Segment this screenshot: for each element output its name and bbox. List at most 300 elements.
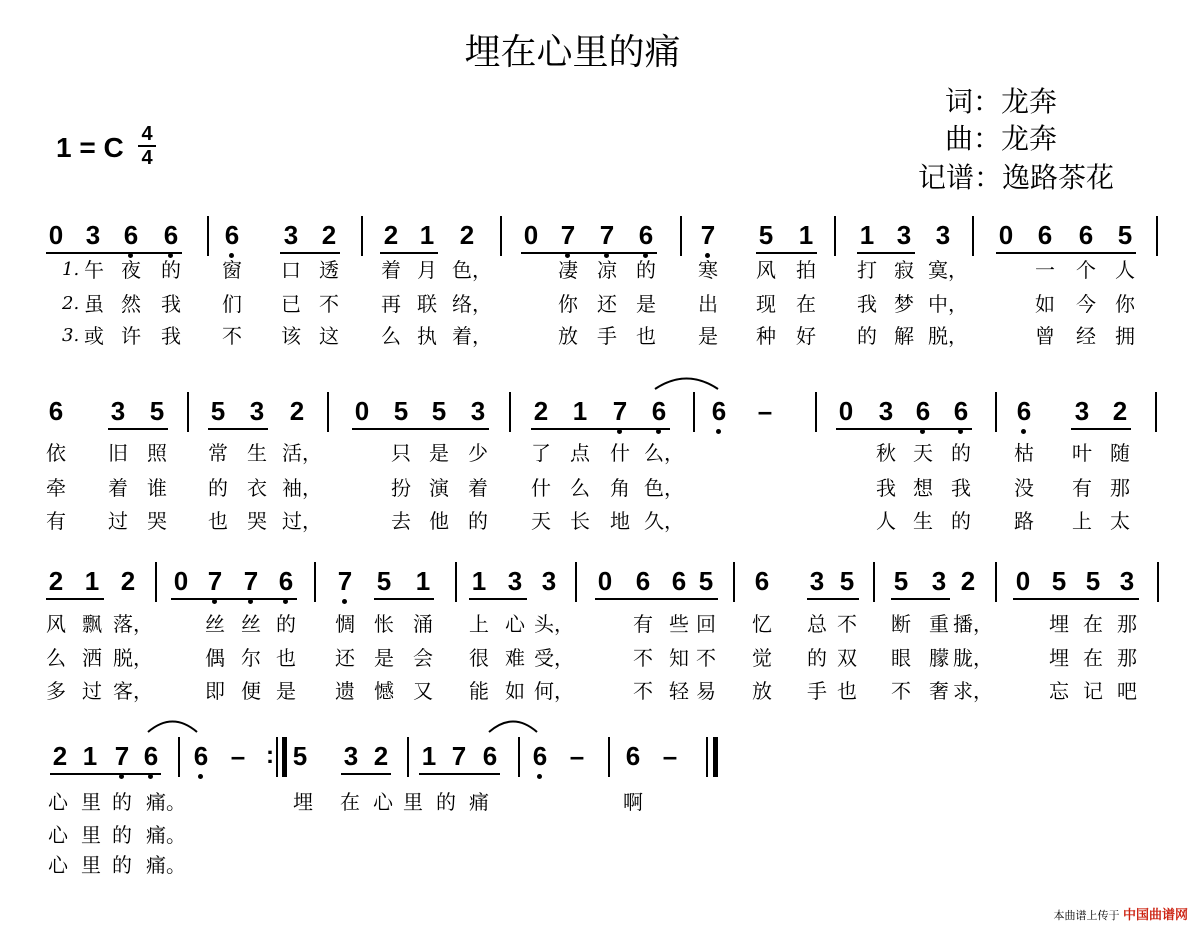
barline: [178, 737, 180, 777]
beam-underline: [996, 252, 1136, 254]
beam-underline: [891, 598, 950, 600]
lyric-syllable: 拥: [1115, 324, 1135, 348]
lyric-syllable: 么: [46, 646, 66, 670]
note: 1: [798, 220, 814, 250]
barline: [1157, 562, 1159, 602]
note: 0: [597, 566, 613, 596]
lyric-syllable: 重: [929, 612, 949, 636]
lyric-syllable: 埋: [1049, 612, 1069, 636]
lyric-syllable: 么: [381, 324, 401, 348]
key-signature: 1 = C: [56, 132, 124, 163]
lyric-syllable: 凉: [597, 258, 617, 282]
barline: [608, 737, 610, 777]
lyric-syllable: 有: [633, 612, 653, 636]
lyric-syllable: 经: [1076, 324, 1096, 348]
lyric-syllable: 天: [531, 509, 551, 533]
lyric-syllable: 秋: [876, 441, 896, 465]
lyric-syllable: 在: [1083, 612, 1103, 636]
lyric-syllable: 已: [281, 292, 301, 316]
lyric-syllable: 遗: [335, 679, 355, 703]
note: 2: [321, 220, 337, 250]
lyric-syllable: 生: [913, 509, 933, 533]
note: 6: [1037, 220, 1053, 250]
note: 7: [111, 741, 133, 771]
note: 1: [859, 220, 875, 250]
lyric-syllable: 求，: [953, 679, 993, 703]
repeat-barline: [276, 737, 278, 777]
note: 6: [1013, 396, 1035, 426]
barline: [327, 392, 329, 432]
note: 7: [697, 220, 719, 250]
lyric-syllable: 偶: [205, 646, 225, 670]
lyric-syllable: 不: [222, 324, 242, 348]
time-signature: [136, 124, 158, 168]
note: 2: [48, 566, 64, 596]
lyric-syllable: 过，: [282, 509, 322, 533]
lyric-syllable: 的: [636, 258, 656, 282]
note: 2: [120, 566, 136, 596]
note: 6: [648, 396, 670, 426]
lyric-syllable: 角: [610, 476, 630, 500]
beam-underline: [108, 428, 168, 430]
lyric-syllable: 脱，: [113, 646, 153, 670]
beam-underline: [380, 252, 438, 254]
note: 0: [173, 566, 189, 596]
note: 3: [1074, 396, 1090, 426]
time-signature-bottom: 4: [141, 147, 153, 169]
note: 7: [204, 566, 226, 596]
lyric-syllable: 如: [1035, 292, 1055, 316]
lyric-syllable: 不: [633, 679, 653, 703]
lyric-syllable: 里: [81, 853, 101, 877]
lyric-syllable: 叶: [1072, 441, 1092, 465]
lyric-syllable: 胧，: [953, 646, 993, 670]
lyric-syllable: 我: [951, 476, 971, 500]
final-barline: [706, 737, 708, 777]
lyric-syllable: 的: [161, 258, 181, 282]
lyric-syllable: 不: [633, 646, 653, 670]
lyric-syllable: 些: [669, 612, 689, 636]
lyric-syllable: 便: [241, 679, 261, 703]
note: –: [757, 396, 773, 426]
note: 3: [878, 396, 894, 426]
lyric-syllable: 不: [696, 646, 716, 670]
upload-footer: [1053, 904, 1188, 923]
lyric-syllable: 的: [807, 646, 827, 670]
lyric-syllable: 在: [1083, 646, 1103, 670]
lyric-syllable: 今: [1076, 292, 1096, 316]
note: 2: [373, 741, 389, 771]
beam-underline: [280, 252, 340, 254]
note: 5: [758, 220, 774, 250]
lyric-syllable: 洒: [82, 646, 102, 670]
note: 1: [572, 396, 588, 426]
lyric-syllable: 心: [48, 823, 68, 847]
lyric-syllable: 也: [276, 646, 296, 670]
lyric-syllable: 我: [857, 292, 877, 316]
lyric-syllable: 头，: [534, 612, 574, 636]
lyric-syllable: 如: [505, 679, 525, 703]
note: 2: [289, 396, 305, 426]
note: 6: [120, 220, 142, 250]
barline: [509, 392, 511, 432]
barline: [1156, 216, 1158, 256]
beam-underline: [341, 773, 391, 775]
lyric-syllable: 我: [161, 292, 181, 316]
lyric-syllable: 也: [208, 509, 228, 533]
lyric-syllable: 谁: [147, 476, 167, 500]
lyric-syllable: 少: [468, 441, 488, 465]
lyric-syllable: 好: [796, 324, 816, 348]
beam-underline: [419, 773, 500, 775]
lyric-syllable: 我: [876, 476, 896, 500]
lyric-syllable: 吧: [1117, 679, 1137, 703]
note: 0: [1015, 566, 1031, 596]
beam-underline: [171, 598, 297, 600]
note: 5: [292, 741, 308, 771]
lyric-syllable: 不: [891, 679, 911, 703]
note: 1: [82, 741, 98, 771]
lyric-syllable: 什: [531, 476, 551, 500]
lyric-syllable: 打: [857, 258, 877, 282]
lyric-syllable: 什: [610, 441, 630, 465]
note: 3: [809, 566, 825, 596]
lyric-syllable: 长: [570, 509, 590, 533]
note: –: [569, 741, 585, 771]
lyric-syllable: 人: [1115, 258, 1135, 282]
lyric-syllable: 放: [558, 324, 578, 348]
barline: [455, 562, 457, 602]
lyric-syllable: 风: [756, 258, 776, 282]
note: 0: [48, 220, 64, 250]
note: 6: [275, 566, 297, 596]
lyric-syllable: 天: [913, 441, 933, 465]
lyric-syllable: 里: [81, 823, 101, 847]
lyric-syllable: 窗: [222, 258, 242, 282]
lyric-syllable: 么，: [644, 441, 684, 465]
note: 5: [210, 396, 226, 426]
song-title: 埋在心里的痛: [464, 32, 681, 73]
note: 5: [1085, 566, 1101, 596]
note: 0: [838, 396, 854, 426]
beam-underline: [208, 428, 268, 430]
lyric-syllable: 心: [48, 853, 68, 877]
lyric-syllable: 是: [276, 679, 296, 703]
lyric-syllable: 也: [837, 679, 857, 703]
note: 3: [507, 566, 523, 596]
lyric-syllable: 扮: [391, 476, 411, 500]
lyric-syllable: 寞，: [928, 258, 968, 282]
lyric-syllable: 断: [891, 612, 911, 636]
lyric-syllable: 难: [505, 646, 525, 670]
note: 6: [1078, 220, 1094, 250]
note: 7: [240, 566, 262, 596]
note: 0: [354, 396, 370, 426]
lyric-syllable: 里: [81, 790, 101, 814]
beam-underline: [1013, 598, 1139, 600]
barline: [1155, 392, 1157, 432]
lyric-syllable: 客，: [113, 679, 153, 703]
note: 5: [376, 566, 392, 596]
note: 6: [708, 396, 730, 426]
footer-text: 本曲谱上传于: [1053, 909, 1120, 922]
lyric-syllable: 现: [756, 292, 776, 316]
lyric-syllable: 的: [208, 476, 228, 500]
tie-slur: [654, 376, 719, 390]
note: 5: [1117, 220, 1133, 250]
lyric-syllable: 埋: [1049, 646, 1069, 670]
note: 7: [609, 396, 631, 426]
lyric-syllable: 然: [121, 292, 141, 316]
note: 2: [533, 396, 549, 426]
lyric-syllable: 再: [381, 292, 401, 316]
note: 6: [140, 741, 162, 771]
lyric-syllable: 心: [505, 612, 525, 636]
lyric-syllable: 旧: [108, 441, 128, 465]
note: 5: [393, 396, 409, 426]
lyric-syllable: 朦: [929, 646, 949, 670]
note: 6: [190, 741, 212, 771]
lyric-syllable: 有: [1072, 476, 1092, 500]
lyric-syllable: 月: [417, 258, 437, 282]
lyric-syllable: 风: [46, 612, 66, 636]
lyric-syllable: 里: [403, 790, 423, 814]
lyric-syllable: 透: [319, 258, 339, 282]
lyric-syllable: 痛。: [146, 853, 186, 877]
lyric-syllable: 的: [112, 823, 132, 847]
lyric-syllable: 没: [1014, 476, 1034, 500]
lyric-syllable: 凄: [558, 258, 578, 282]
lyric-syllable: 的: [276, 612, 296, 636]
lyric-syllable: 地: [610, 509, 630, 533]
lyric-syllable: 很: [469, 646, 489, 670]
beam-underline: [807, 598, 859, 600]
lyric-syllable: 哭: [147, 509, 167, 533]
lyric-syllable: 丝: [241, 612, 261, 636]
lyric-syllable: 怅: [374, 612, 394, 636]
note: 2: [960, 566, 976, 596]
lyric-syllable: 是: [429, 441, 449, 465]
lyric-syllable: 记: [1083, 679, 1103, 703]
note: 0: [523, 220, 539, 250]
note: 3: [541, 566, 557, 596]
lyric-syllable: 你: [1115, 292, 1135, 316]
note: 1: [84, 566, 100, 596]
barline: [995, 562, 997, 602]
lyric-syllable: 演: [429, 476, 449, 500]
note: 7: [596, 220, 618, 250]
note: 7: [557, 220, 579, 250]
site-logo: 中国曲谱网: [1122, 908, 1188, 923]
note: 3: [896, 220, 912, 250]
lyric-syllable: 受，: [534, 646, 574, 670]
lyric-syllable: 憾: [374, 679, 394, 703]
lyric-syllable: 放: [752, 679, 772, 703]
note: 6: [160, 220, 182, 250]
lyric-syllable: 夜: [121, 258, 141, 282]
barline: [207, 216, 209, 256]
transcriber-credit: 记谱：逸路茶花: [918, 161, 1115, 194]
lyric-syllable: 的: [951, 441, 971, 465]
lyric-syllable: 还: [597, 292, 617, 316]
lyric-syllable: 生: [247, 441, 267, 465]
lyric-syllable: 着: [108, 476, 128, 500]
lyric-syllable: 痛: [469, 790, 489, 814]
beam-underline: [50, 773, 161, 775]
lyric-syllable: 惆: [335, 612, 355, 636]
note: 1: [415, 566, 431, 596]
lyric-syllable: 寂: [894, 258, 914, 282]
lyric-syllable: 哭: [247, 509, 267, 533]
lyric-syllable: 是: [374, 646, 394, 670]
beam-underline: [756, 252, 817, 254]
lyric-syllable: 色，: [644, 476, 684, 500]
lyric-syllable: 该: [281, 324, 301, 348]
lyric-syllable: 络，: [452, 292, 492, 316]
beam-underline: [836, 428, 972, 430]
note: 6: [635, 566, 651, 596]
note: 3: [85, 220, 101, 250]
note: 0: [998, 220, 1014, 250]
lyric-syllable: 过: [108, 509, 128, 533]
lyricist-credit: 词：龙奔: [945, 85, 1058, 118]
lyric-syllable: 个: [1076, 258, 1096, 282]
lyric-syllable: 在: [340, 790, 360, 814]
lyric-syllable: 着，: [452, 324, 492, 348]
barline: [155, 562, 157, 602]
lyric-syllable: 或: [84, 324, 104, 348]
note: 6: [635, 220, 657, 250]
beam-underline: [521, 252, 657, 254]
lyric-syllable: 奢: [929, 679, 949, 703]
lyric-syllable: 那: [1117, 612, 1137, 636]
lyric-syllable: 常: [208, 441, 228, 465]
note: 7: [334, 566, 356, 596]
tie-slur: [488, 719, 538, 733]
lyric-syllable: 还: [335, 646, 355, 670]
note: 3: [931, 566, 947, 596]
note: 6: [529, 741, 551, 771]
lyric-syllable: 又: [413, 679, 433, 703]
lyric-syllable: 觉: [752, 646, 772, 670]
lyric-syllable: 色，: [452, 258, 492, 282]
lyric-syllable: 过: [82, 679, 102, 703]
note: 3: [343, 741, 359, 771]
lyric-syllable: 我: [161, 324, 181, 348]
lyric-syllable: 牵: [46, 476, 66, 500]
note: 7: [451, 741, 467, 771]
lyric-syllable: 一: [1035, 258, 1055, 282]
lyric-syllable: 中，: [928, 292, 968, 316]
barline: [500, 216, 502, 256]
barline: [733, 562, 735, 602]
lyric-syllable: 会: [413, 646, 433, 670]
beam-underline: [469, 598, 527, 600]
lyric-syllable: 不: [319, 292, 339, 316]
barline: [680, 216, 682, 256]
lyric-syllable: 你: [558, 292, 578, 316]
note: 6: [950, 396, 972, 426]
barline: [518, 737, 520, 777]
lyric-syllable: 虽: [84, 292, 104, 316]
lyric-syllable: 忆: [752, 612, 772, 636]
lyric-syllable: 脱，: [928, 324, 968, 348]
lyric-syllable: 去: [391, 509, 411, 533]
barline: [834, 216, 836, 256]
note: –: [230, 741, 246, 771]
lyric-syllable: 活，: [282, 441, 322, 465]
lyric-syllable: 心: [373, 790, 393, 814]
lyric-syllable: 在: [796, 292, 816, 316]
lyric-syllable: 枯: [1014, 441, 1034, 465]
lyric-syllable: 曾: [1035, 324, 1055, 348]
lyric-syllable: 点: [570, 441, 590, 465]
lyric-syllable: 那: [1117, 646, 1137, 670]
note: 5: [149, 396, 165, 426]
note: 6: [221, 220, 243, 250]
lyric-syllable: 飘: [82, 612, 102, 636]
lyric-syllable: 他: [429, 509, 449, 533]
lyric-syllable: 能: [469, 679, 489, 703]
lyric-syllable: 这: [319, 324, 339, 348]
lyric-syllable: 眼: [891, 646, 911, 670]
lyric-syllable: 梦: [894, 292, 914, 316]
lyric-syllable: 痛。: [146, 823, 186, 847]
note: 3: [110, 396, 126, 426]
lyric-syllable: 痛。: [146, 790, 186, 814]
lyric-syllable: 依: [46, 441, 66, 465]
lyric-syllable: 想: [913, 476, 933, 500]
barline: [361, 216, 363, 256]
lyric-syllable: 手: [597, 324, 617, 348]
lyric-syllable: 只: [391, 441, 411, 465]
barline: [187, 392, 189, 432]
lyric-syllable: 衣: [247, 476, 267, 500]
note: 3: [249, 396, 265, 426]
note: 3: [1119, 566, 1135, 596]
barline: [995, 392, 997, 432]
lyric-syllable: 埋: [293, 790, 313, 814]
note: 6: [625, 741, 641, 771]
lyric-syllable: 多: [46, 679, 66, 703]
verse-number: 3.: [62, 325, 80, 346]
note: 1: [421, 741, 437, 771]
note: 5: [893, 566, 909, 596]
note: 2: [1112, 396, 1128, 426]
note: 1: [419, 220, 435, 250]
lyric-syllable: 了: [531, 441, 551, 465]
lyric-syllable: 寒: [698, 258, 718, 282]
barline: [873, 562, 875, 602]
lyric-syllable: 执: [417, 324, 437, 348]
note: 6: [912, 396, 934, 426]
lyric-syllable: 双: [837, 646, 857, 670]
lyric-syllable: 的: [951, 509, 971, 533]
barline: [575, 562, 577, 602]
lyric-syllable: 拍: [796, 258, 816, 282]
lyric-syllable: 有: [46, 509, 66, 533]
lyric-syllable: 么: [570, 476, 590, 500]
beam-underline: [46, 598, 104, 600]
lyric-syllable: 的: [468, 509, 488, 533]
lyric-syllable: 落，: [113, 612, 153, 636]
lyric-syllable: 照: [147, 441, 167, 465]
lyric-syllable: 久，: [644, 509, 684, 533]
verse-number: 1.: [62, 259, 80, 280]
lyric-syllable: 易: [696, 679, 716, 703]
lyric-syllable: 着: [468, 476, 488, 500]
lyric-syllable: 忘: [1049, 679, 1069, 703]
